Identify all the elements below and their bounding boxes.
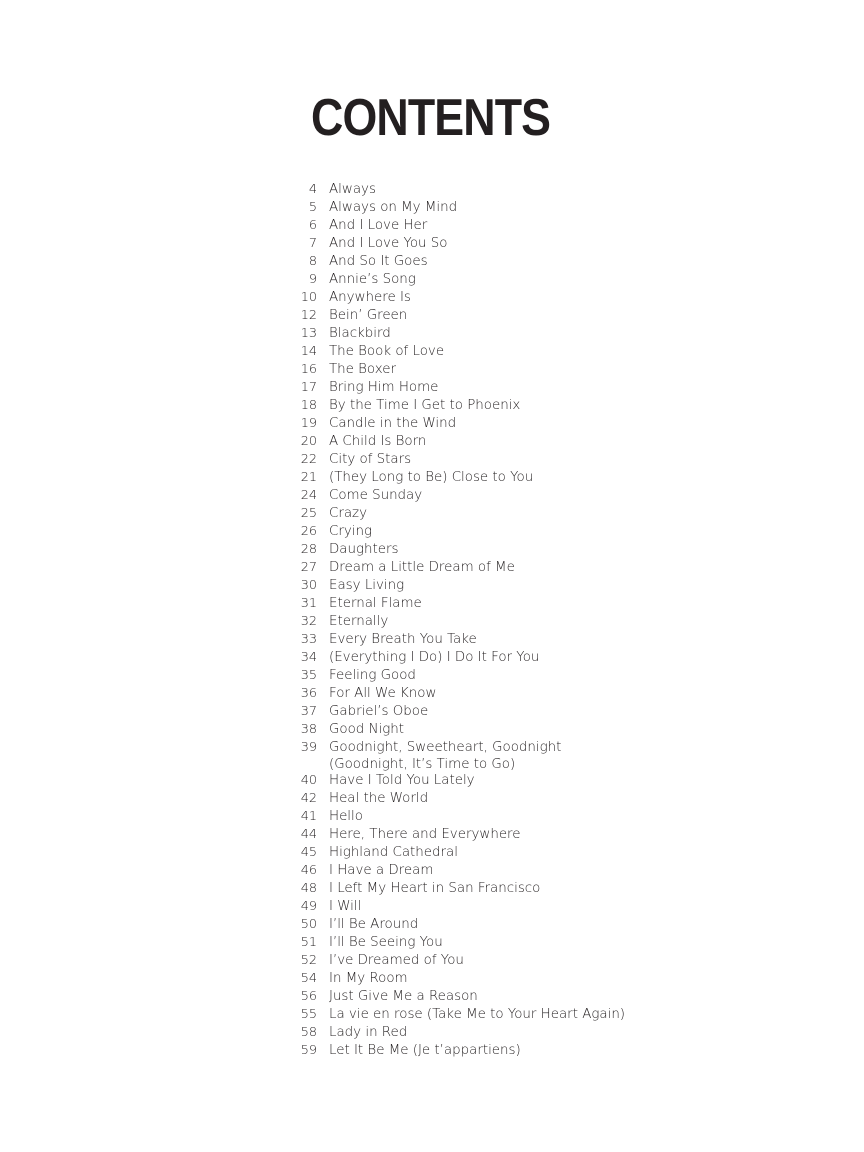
toc-title: The Boxer	[329, 362, 396, 377]
toc-title: City of Stars	[329, 452, 412, 467]
toc-entry	[280, 577, 700, 595]
toc-page-number: 59	[300, 1043, 317, 1058]
toc-page-number: 8	[308, 254, 317, 269]
toc-entry	[280, 916, 700, 934]
toc-entry	[280, 469, 700, 487]
toc-title: The Book of Love	[329, 344, 445, 359]
toc-entry	[280, 1024, 700, 1042]
toc-entry	[280, 451, 700, 469]
toc-title: Bein’ Green	[329, 308, 408, 323]
toc-title: Dream a Little Dream of Me	[329, 560, 515, 575]
toc-title: Annie’s Song	[329, 272, 416, 287]
toc-page-number: 45	[300, 845, 317, 860]
toc-entry	[280, 271, 700, 289]
toc-title: Always	[329, 182, 376, 197]
toc-title: Anywhere Is	[329, 290, 411, 305]
toc-page-number: 5	[308, 200, 317, 215]
toc-page-number: 27	[300, 560, 317, 575]
toc-title: Crazy	[329, 506, 368, 521]
toc-page-number: 40	[300, 773, 317, 788]
toc-entry	[280, 505, 700, 523]
toc-entry	[280, 415, 700, 433]
toc-page-number: 39	[300, 740, 317, 755]
toc-entry	[280, 595, 700, 613]
toc-page-number: 18	[300, 398, 317, 413]
toc-page-number: 24	[300, 488, 317, 503]
toc-page-number: 49	[300, 899, 317, 914]
toc-title: Daughters	[329, 542, 399, 557]
toc-page-number: 38	[300, 722, 317, 737]
toc-title-line2: (Goodnight, It’s Time to Go)	[329, 757, 516, 772]
toc-entry	[280, 325, 700, 343]
toc-page-number: 42	[300, 791, 317, 806]
toc-title: Here, There and Everywhere	[329, 827, 521, 842]
toc-page-number: 52	[300, 953, 317, 968]
toc-page-number: 51	[300, 935, 317, 950]
table-of-contents	[280, 181, 700, 1060]
toc-page-number: 58	[300, 1025, 317, 1040]
toc-title: I’ll Be Seeing You	[329, 935, 443, 950]
toc-title: And So It Goes	[329, 254, 428, 269]
toc-page-number: 46	[300, 863, 317, 878]
toc-entry	[280, 898, 700, 916]
toc-entry	[280, 1042, 700, 1060]
toc-title: La vie en rose (Take Me to Your Heart Again)	[329, 1007, 626, 1022]
toc-page-number: 25	[300, 506, 317, 521]
toc-title: Just Give Me a Reason	[329, 989, 478, 1004]
toc-page-number: 17	[300, 380, 317, 395]
toc-title: Every Breath You Take	[329, 632, 477, 647]
toc-title: Bring Him Home	[329, 380, 439, 395]
toc-page-number: 56	[300, 989, 317, 1004]
toc-entry	[280, 361, 700, 379]
toc-entry	[280, 181, 700, 199]
toc-title: Let It Be Me (Je t’appartiens)	[329, 1043, 521, 1058]
toc-entry	[280, 1006, 700, 1024]
toc-title: Hello	[329, 809, 363, 824]
toc-title: Feeling Good	[329, 668, 416, 683]
toc-entry	[280, 379, 700, 397]
toc-page-number: 26	[300, 524, 317, 539]
toc-entry	[280, 523, 700, 541]
toc-entry	[280, 703, 700, 721]
toc-page-number: 32	[300, 614, 317, 629]
toc-entry	[280, 739, 700, 772]
toc-page-number: 50	[300, 917, 317, 932]
toc-entry	[280, 862, 700, 880]
toc-title: Blackbird	[329, 326, 391, 341]
toc-title: By the Time I Get to Phoenix	[329, 398, 521, 413]
toc-entry	[280, 253, 700, 271]
toc-page-number: 30	[300, 578, 317, 593]
toc-page-number: 54	[300, 971, 317, 986]
toc-entry	[280, 934, 700, 952]
toc-entry	[280, 808, 700, 826]
toc-title: Come Sunday	[329, 488, 423, 503]
toc-entry	[280, 307, 700, 325]
toc-title: Candle in the Wind	[329, 416, 457, 431]
toc-title: Have I Told You Lately	[329, 773, 475, 788]
toc-page-number: 16	[300, 362, 317, 377]
toc-page-number: 19	[300, 416, 317, 431]
toc-entry	[280, 952, 700, 970]
toc-entry	[280, 397, 700, 415]
toc-page-number: 20	[300, 434, 317, 449]
toc-entry	[280, 343, 700, 361]
toc-page-number: 31	[300, 596, 317, 611]
toc-page-number: 21	[300, 470, 317, 485]
toc-entry	[280, 487, 700, 505]
toc-title: Highland Cathedral	[329, 845, 458, 860]
toc-page-number: 12	[300, 308, 317, 323]
toc-entry	[280, 790, 700, 808]
toc-title: Easy Living	[329, 578, 405, 593]
toc-page-number: 55	[300, 1007, 317, 1022]
toc-page-number: 9	[308, 272, 317, 287]
toc-title: I’ve Dreamed of You	[329, 953, 464, 968]
toc-entry	[280, 433, 700, 451]
toc-title: I Have a Dream	[329, 863, 434, 878]
toc-entry	[280, 685, 700, 703]
toc-entry	[280, 721, 700, 739]
toc-entry	[280, 631, 700, 649]
toc-title: I Will	[329, 899, 362, 914]
toc-title: Crying	[329, 524, 373, 539]
toc-title: Eternal Flame	[329, 596, 422, 611]
toc-title: I’ll Be Around	[329, 917, 419, 932]
toc-title: And I Love You So	[329, 236, 448, 251]
toc-entry	[280, 541, 700, 559]
toc-title: Gabriel’s Oboe	[329, 704, 429, 719]
toc-page-number: 36	[300, 686, 317, 701]
toc-title: Always on My Mind	[329, 200, 458, 215]
toc-page-number: 28	[300, 542, 317, 557]
toc-title: I Left My Heart in San Francisco	[329, 881, 541, 896]
toc-entry	[280, 667, 700, 685]
toc-entry	[280, 289, 700, 307]
toc-page-number: 22	[300, 452, 317, 467]
toc-title: Good Night	[329, 722, 405, 737]
toc-entry	[280, 199, 700, 217]
toc-entry	[280, 844, 700, 862]
toc-entry	[280, 649, 700, 667]
toc-page-number: 34	[300, 650, 317, 665]
toc-page-number: 37	[300, 704, 317, 719]
toc-entry	[280, 826, 700, 844]
toc-title: Lady in Red	[329, 1025, 408, 1040]
toc-title: (Everything I Do) I Do It For You	[329, 650, 540, 665]
toc-page-number: 35	[300, 668, 317, 683]
toc-title-line1: Goodnight, Sweetheart, Goodnight	[329, 740, 562, 755]
toc-page-number: 4	[308, 182, 317, 197]
toc-title: Eternally	[329, 614, 389, 629]
toc-title: In My Room	[329, 971, 408, 986]
toc-page-number: 33	[300, 632, 317, 647]
toc-entry	[280, 772, 700, 790]
toc-title: (They Long to Be) Close to You	[329, 470, 534, 485]
toc-entry	[280, 235, 700, 253]
toc-entry	[280, 217, 700, 235]
toc-page-number: 13	[300, 326, 317, 341]
page-title: CONTENTS	[311, 89, 551, 147]
toc-page-number: 44	[300, 827, 317, 842]
toc-title: For All We Know	[329, 686, 437, 701]
toc-entry	[280, 880, 700, 898]
toc-page-number: 48	[300, 881, 317, 896]
toc-page-number: 10	[300, 290, 317, 305]
toc-page-number: 6	[308, 218, 317, 233]
toc-page-number: 41	[300, 809, 317, 824]
toc-title: A Child Is Born	[329, 434, 427, 449]
toc-title: Heal the World	[329, 791, 429, 806]
toc-page-number: 7	[308, 236, 317, 251]
toc-entry	[280, 613, 700, 631]
toc-title	[329, 739, 700, 772]
toc-entry	[280, 988, 700, 1006]
toc-entry	[280, 970, 700, 988]
toc-page-number: 14	[300, 344, 317, 359]
toc-title: And I Love Her	[329, 218, 428, 233]
toc-entry	[280, 559, 700, 577]
